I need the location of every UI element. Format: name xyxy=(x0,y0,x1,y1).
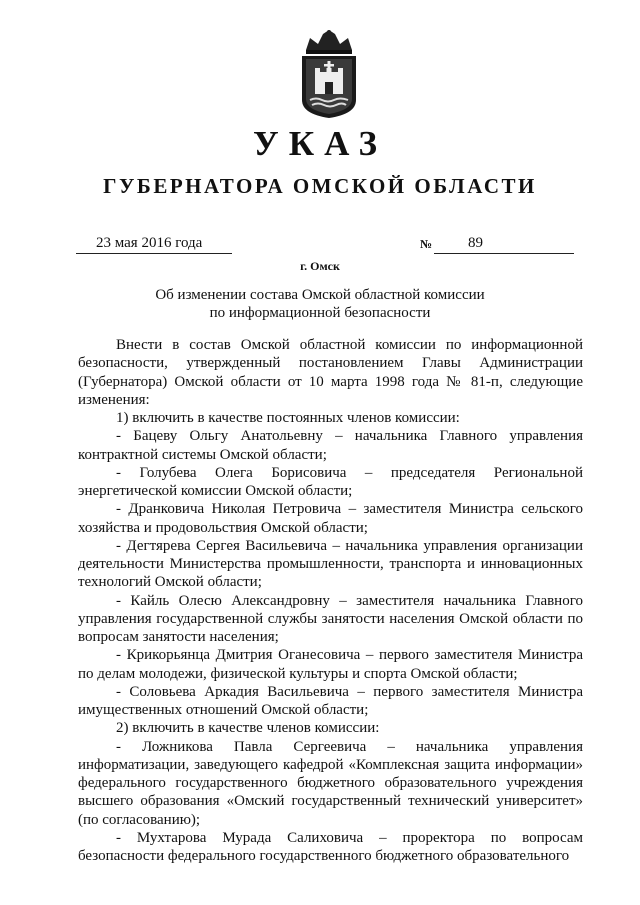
document-heading xyxy=(0,286,640,322)
list-item: - Крикорьянца Дмитрия Оганесовича – первого заместителя Министра по делам молодежи, физической культуры и спорта Омской области; xyxy=(78,647,583,682)
omsk-coat-of-arms-icon xyxy=(292,28,366,120)
list-item: - Соловьева Аркадия Васильевича – первого заместителя Министра имущественных отношений Омской области; xyxy=(78,683,583,718)
heading-line-1: Об изменении состава Омской областной комиссии xyxy=(155,287,485,303)
decree-subtitle: ГУБЕРНАТОРА ОМСКОЙ ОБЛАСТИ xyxy=(103,174,537,198)
decree-number: 89 xyxy=(434,234,574,254)
intro-paragraph: Внести в состав Омской областной комиссии по информационной безопасности, утвержденный постановлением Главы Администрации (Губернатора) Омской области от 10 марта 1998 года № 81-п, следующие изменения: xyxy=(78,337,583,408)
list-item: - Дранковича Николая Петровича – заместителя Министра сельского хозяйства и продовольствия Омской области; xyxy=(78,501,583,536)
list-item: - Голубева Олега Борисовича – председателя Региональной энергетической комиссии Омской области; xyxy=(78,464,583,499)
section-2-title: 2) включить в качестве членов комиссии: xyxy=(116,720,380,737)
section-1-title: 1) включить в качестве постоянных членов комиссии: xyxy=(116,410,460,426)
number-label: № xyxy=(420,237,433,251)
document-body xyxy=(78,336,583,865)
decree-title: УКАЗ xyxy=(253,124,387,163)
list-item: - Кайль Олесю Александровну – заместителя начальника Главного управления государственной службы занятости населения Омской области по вопросам занятости населения; xyxy=(78,592,583,645)
decree-date: 23 мая 2016 года xyxy=(76,234,232,254)
heading-line-2: по информационной безопасности xyxy=(209,305,431,321)
list-item: - Ложникова Павла Сергеевича – начальника управления информатизации, заведующего кафедрой «Комплексная защита информации» федерального государственного бюджетного образовательного учреждения высшего образования «Омский государственный технический университет» (по согласованию); xyxy=(78,738,583,828)
list-item: - Дегтярева Сергея Васильевича – начальника управления организации деятельности Министерства промышленности, транспорта и инновационных технологий Омской области; xyxy=(78,537,583,591)
list-item: - Бацеву Ольгу Анатольевну – начальника Главного управления контрактной системы Омской области; xyxy=(78,428,583,463)
list-item: - Мухтарова Мурада Салиховича – проректора по вопросам безопасности федерального государственного бюджетного образовательного xyxy=(78,829,583,864)
city-label: г. Омск xyxy=(300,259,340,273)
